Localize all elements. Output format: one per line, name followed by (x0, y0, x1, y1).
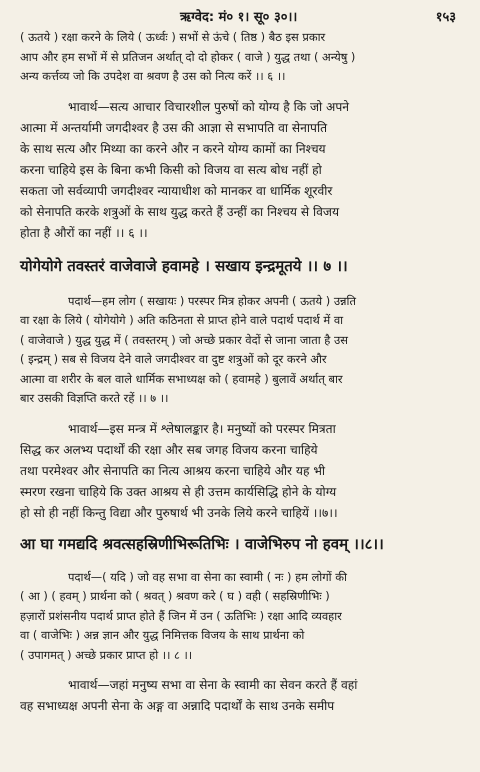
bhavarth-8 (20, 675, 462, 717)
text-line: अन्य कर्त्तव्य जो कि उपदेश वा श्रवण है उस को नित्य करें ।। ६ ।। (20, 69, 286, 83)
page-header (20, 2, 462, 28)
text-line: आप और हम सभों में से प्रतिजन अर्थात् दो दो होकर ( वाजे ) युद्ध तथा ( अन्येषु ) (20, 49, 356, 64)
text-line: के साथ सत्य और मिथ्या का करने और न करने योग्य कामों का निश्चय (20, 141, 326, 156)
text-line: ( वाजेवाजे ) युद्ध युद्ध में ( तवस्तरम् ) जो अच्छे प्रकार वेदों से जाना जाता है उस (20, 332, 348, 347)
text-line: पदार्थ—( यदि ) जो वह सभा वा सेना का स्वामी ( नः ) हम लोगों की (68, 569, 347, 584)
text-line: ( आ ) ( हवम् ) प्रार्थना को ( श्रवत् ) श्रवण करे ( घ ) वही ( सहस्रिणीभिः ) (20, 589, 330, 603)
text-line: करना चाहिये इस के बिना कभी किसी को विजय वा सत्य बोध नहीं हो (20, 162, 322, 177)
text-line: भावार्थ—इस मन्त्र में श्लेषालङ्कार है। मनुष्यों को परस्पर मित्रता (68, 421, 336, 436)
text-line: सकता जो सर्वव्यापी जगदीश्वर न्यायाधीश को मानकर वा धार्मिक शूरवीर (20, 183, 333, 198)
text-line: भावार्थ—सत्य आचार विचारशील पुरुषों को योग्य है कि जो अपने (68, 99, 350, 114)
text-line: हो सो ही नहीं किन्तु विद्या और पुरुषार्थ भी उनके लिये करने चाहियें ।।७।। (20, 505, 338, 520)
text-line: भावार्थ—जहां मनुष्य सभा वा सेना के स्वामी का सेवन करते हैं वहां (68, 678, 358, 692)
padarth-6-continuation (20, 28, 462, 87)
text-line: ( उपागमत् ) अच्छे प्रकार प्राप्त हो ।। ८ ।। (20, 647, 193, 662)
text-line: स्मरण रखना चाहिये कि उक्त आश्रय से ही उत्तम कार्यसिद्धि होने के योग्य (20, 484, 337, 499)
text-line: तथा परमेश्वर और सेनापति का नित्य आश्रय करना चाहिये और यह भी (20, 463, 326, 478)
text-line: वह सभाध्यक्ष अपनी सेना के अङ्ग वा अन्नादि पदार्थों के साथ उनके समीप (20, 699, 335, 713)
text-line: को सेनापति करके शत्रुओं के साथ युद्ध करते हैं उन्हीं का निश्चय से विजय (20, 204, 340, 219)
text-line: आत्मा वा शरीर के बल वाले धार्मिक सभाध्यक्ष को ( हवामहे ) बुलावें अर्थात् बार (20, 371, 343, 386)
text-line: ( ऊतये ) रक्षा करने के लिये ( ऊर्ध्वः ) सभों से ऊंचे ( तिष्ठ ) बैठ इस प्रकार (20, 30, 326, 44)
text-line: पदार्थ—हम लोग ( सखायः ) परस्पर मित्र होकर अपनी ( ऊतये ) उन्नति (68, 293, 356, 308)
text-line: सिद्ध कर अलभ्य पदार्थों की रक्षा और सब जगह विजय करना चाहिये (20, 442, 318, 457)
text-line: वा रक्षा के लिये ( योगेयोगे ) अति कठिनता से प्राप्त होने वाले पदार्थ पदार्थ में वा (20, 313, 344, 327)
text-line: वा ( वाजेभिः ) अन्न ज्ञान और युद्ध निमित्तक विजय के साथ प्रार्थना को (20, 628, 305, 642)
text-line: होता है औरों का नहीं ।। ६ ।। (20, 225, 148, 240)
padarth-8 (20, 568, 462, 666)
mantra-7: योगेयोगे तवस्तरं वाजेवाजे हवामहे । सखाय इन्द्रमूतये ।। ७ ।। (20, 256, 348, 275)
mantra-8: आ घा गमद्यदि श्रवत्सहस्रिणीभिरूतिभिः । वाजेभिरुप नो हवम् ।।८।। (20, 534, 384, 553)
bhavarth-6 (20, 97, 462, 244)
text-line: आत्मा में अन्तर्यामी जगदीश्वर है उस की आज्ञा से सभापति वा सेनापति (20, 120, 328, 135)
text-line: बार उसकी विज्ञप्ति करते रहें ।। ७ ।। (20, 391, 169, 405)
text-line: ( इन्द्रम् ) सब से विजय देने वाले जगदीश्वर वा दुष्ट शत्रुओं को दूर करने और (20, 352, 327, 366)
text-line: हज़ारों प्रशंसनीय पदार्थ प्राप्त होते हैं जिन में उन ( ऊतिभिः ) रक्षा आदि व्यवहार (20, 608, 342, 623)
bhavarth-7 (20, 419, 462, 524)
page-number: १५३ (435, 10, 456, 25)
padarth-7 (20, 292, 462, 409)
running-title: ऋग्वेद: मं० १। सू० ३०।। (180, 10, 298, 25)
